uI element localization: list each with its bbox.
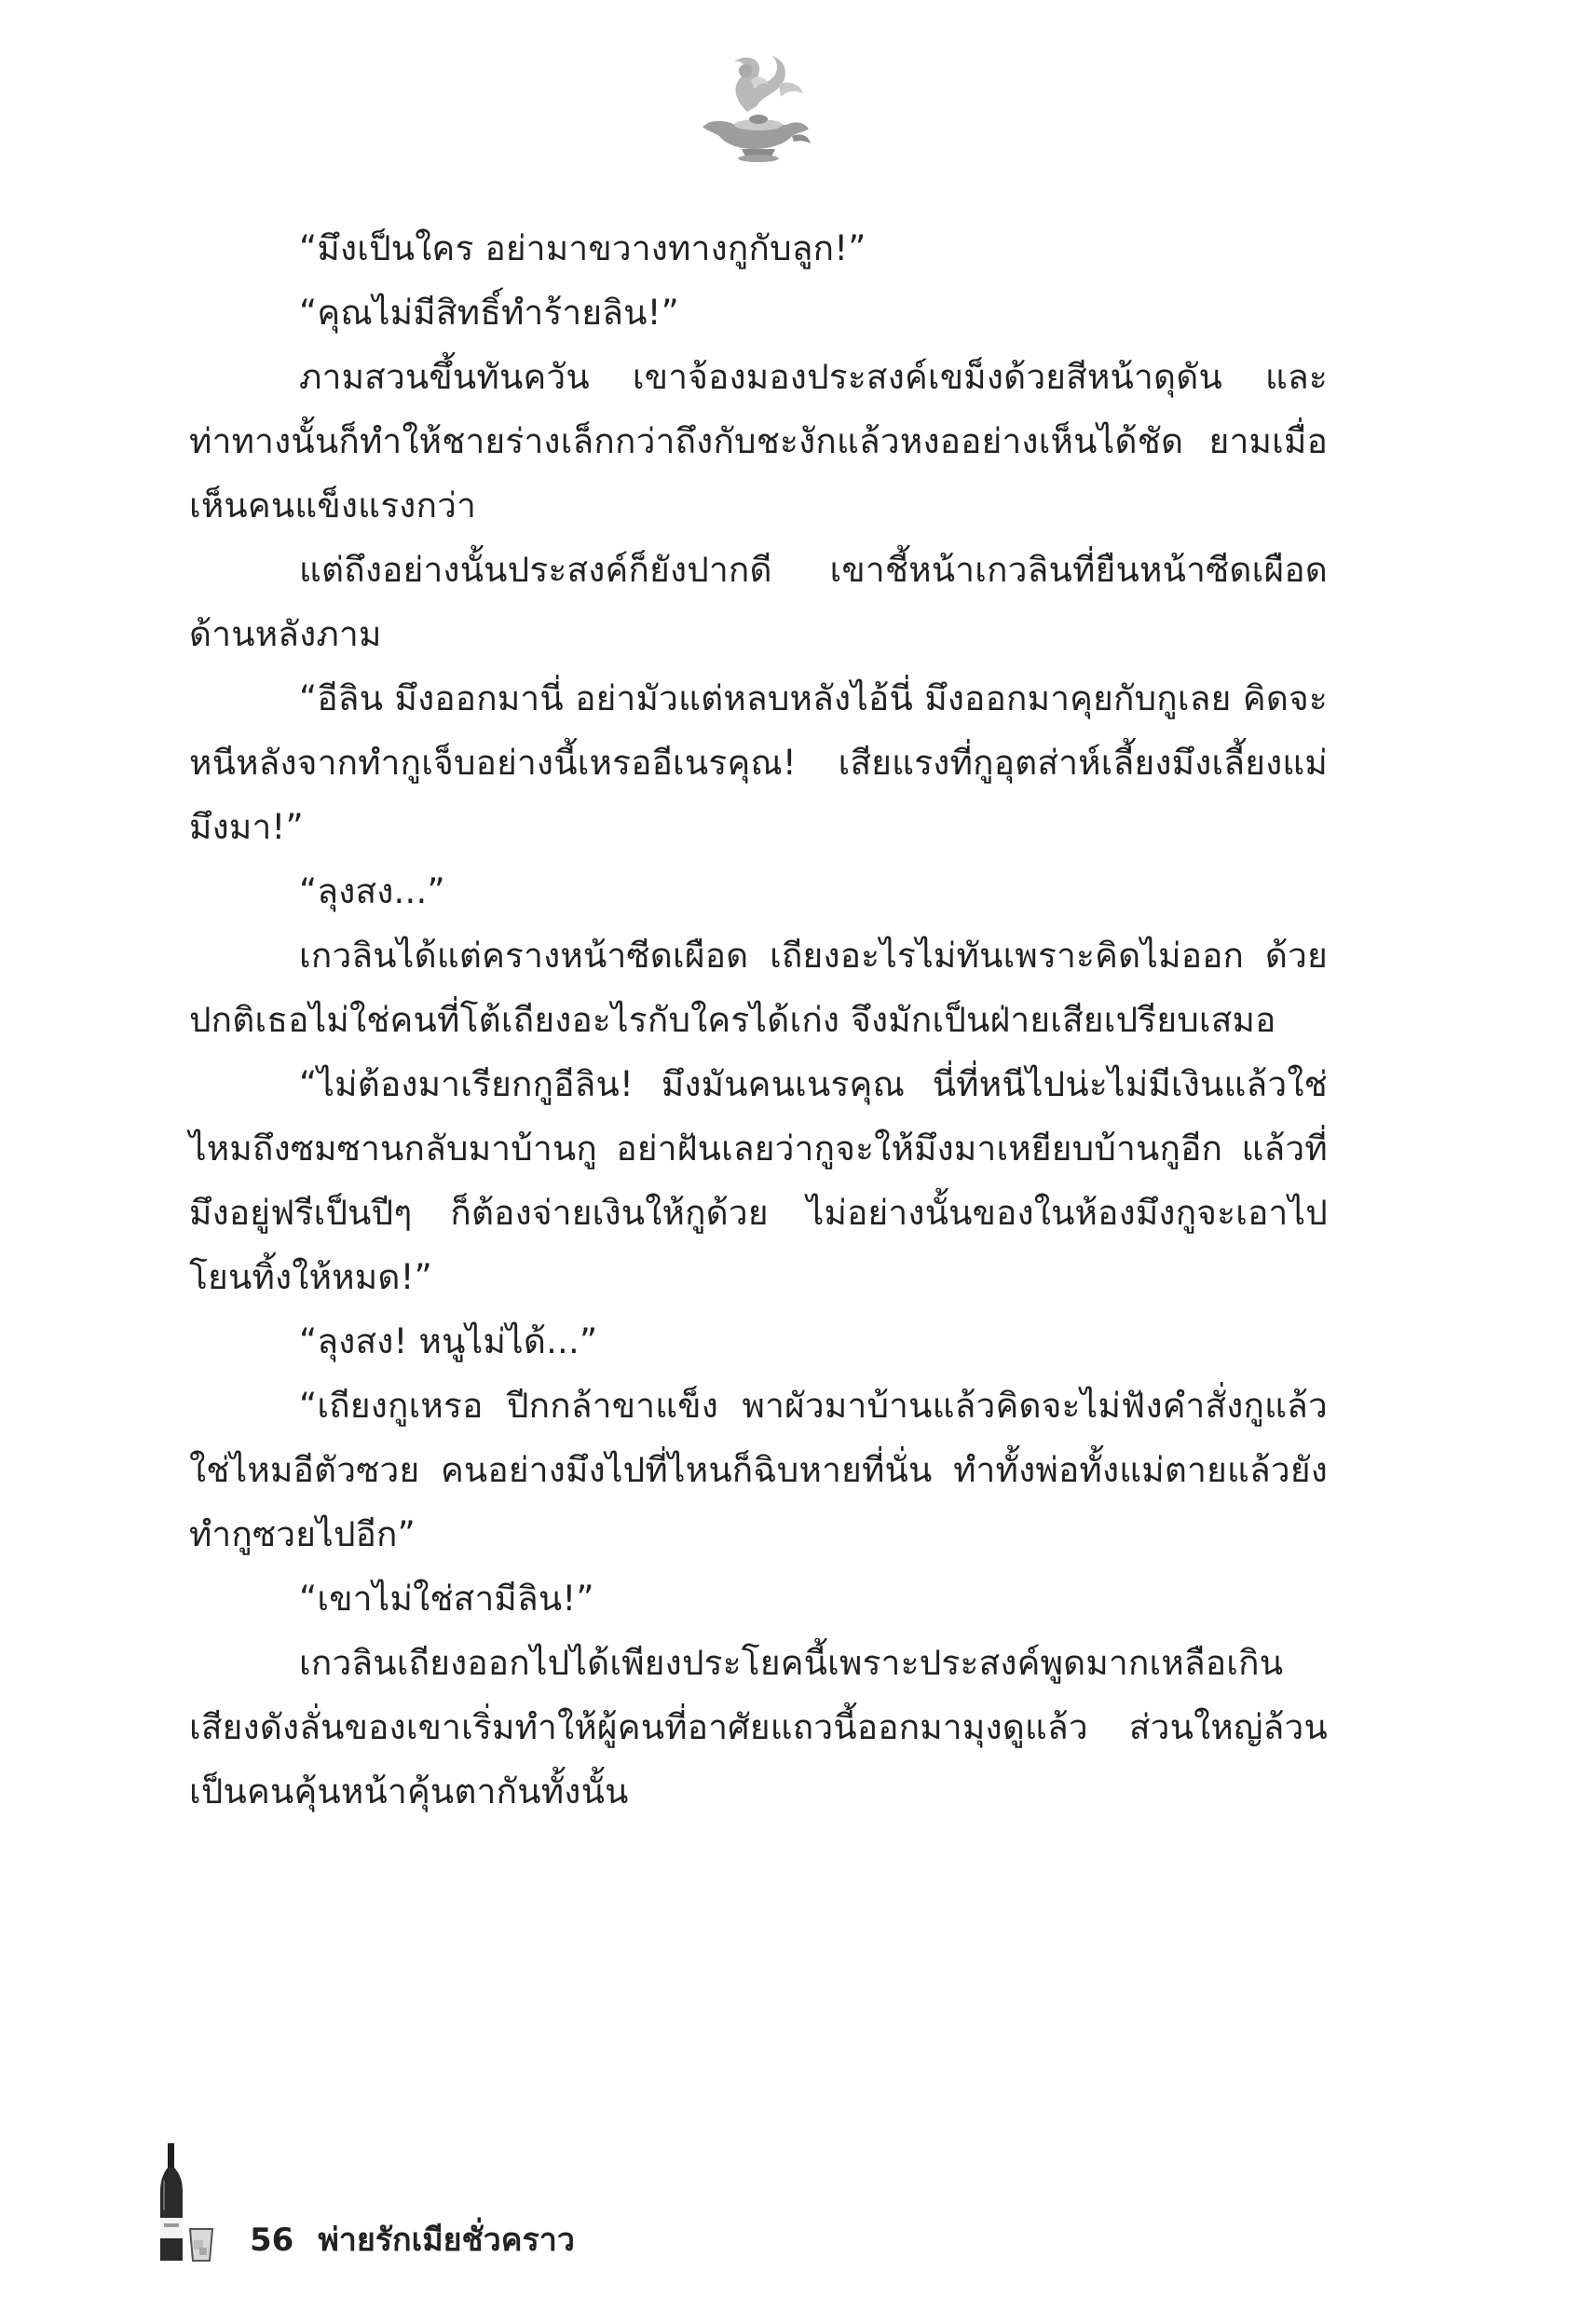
paragraph: “เถียงกูเหรอ ปีกกล้าขาแข็ง พาผัวมาบ้านแล้วคิดจะไม่ฟังคำสั่งกูแล้วใช่ไหมอีตัวซวย คนอย่างมึงไปที่ไหนก็ฉิบหายที่นั่น ทำทั้งพ่อทั้งแม่ตายแล้วยังทำกูซวยไปอีก” (189, 1386, 1328, 1554)
footer-label (250, 2214, 575, 2264)
paragraph: “ลุงสง...” (299, 871, 445, 911)
paragraph: ภามสวนขึ้นทันควัน เขาจ้องมองประสงค์เขม็งด้วยสีหน้าดุดัน และท่าทางนั้นก็ทำให้ชายร่างเล็กกว่าถึงกับชะงักแล้วหงออย่างเห็นได้ชัด ยามเมื่อเห็นคนแข็งแรงกว่า (189, 357, 1328, 526)
paragraph: “อีลิน มึงออกมานี่ อย่ามัวแต่หลบหลังไอ้นี่ มึงออกมาคุยกับกูเลย คิดจะหนีหลังจากทำกูเจ็บอย่างนี้เหรออีเนรคุณ! เสียแรงที่กูอุตส่าห์เลี้ยงมึงเลี้ยงแม่มึงมา!” (189, 678, 1328, 847)
wine-bottle-glass-icon (157, 2143, 222, 2264)
paragraph: เกวลินเถียงออกไปได้เพียงประโยคนี้เพราะประสงค์พูดมากเหลือเกิน เสียงดังลั่นของเขาเริ่มทำให้ผู้คนที่อาศัยแถวนี้ออกมามุงดูแล้ว ส่วนใหญ่ล้วนเป็นคนคุ้นหน้าคุ้นตากันทั้งนั้น (189, 1643, 1328, 1812)
paragraph: “มึงเป็นใคร อย่ามาขวางทางกูกับลูก!” (299, 228, 866, 268)
paragraph: “ลุงสง! หนูไม่ได้...” (299, 1321, 598, 1361)
paragraph: เกวลินได้แต่ครางหน้าซีดเผือด เถียงอะไรไม่ทันเพราะคิดไม่ออก ด้วยปกติเธอไม่ใช่คนที่โต้เถียงอะไรกับใครได้เก่ง จึงมักเป็นฝ่ายเสียเปรียบเสมอ (189, 936, 1328, 1040)
paragraph: “ไม่ต้องมาเรียกกูอีลิน! มึงมันคนเนรคุณ นี่ที่หนีไปน่ะไม่มีเงินแล้วใช่ไหมถึงซมซานกลับมาบ้านกู อย่าฝันเลยว่ากูจะให้มึงมาเหยียบบ้านกูอีก แล้วที่มึงอยู่ฟรีเป็นปีๆ ก็ต้องจ่ายเงินให้กูด้วย ไม่อย่างนั้นของในห้องมึงกูจะเอาไปโยนทิ้งให้หมด!” (189, 1064, 1328, 1297)
page-footer (157, 2143, 716, 2274)
page-number: 56 (250, 2222, 294, 2259)
genie-lamp-icon (689, 47, 820, 168)
paragraph: “คุณไม่มีสิทธิ์ทำร้ายลิน!” (299, 293, 680, 333)
book-title: พ่ายรักเมียชั่วคราว (318, 2222, 575, 2259)
body-text (189, 216, 1328, 1824)
paragraph: “เขาไม่ใช่สามีลิน!” (299, 1579, 594, 1619)
paragraph: แต่ถึงอย่างนั้นประสงค์ก็ยังปากดี เขาชี้หน้าเกวลินที่ยืนหน้าซีดเผือดด้านหลังภาม (189, 550, 1328, 654)
